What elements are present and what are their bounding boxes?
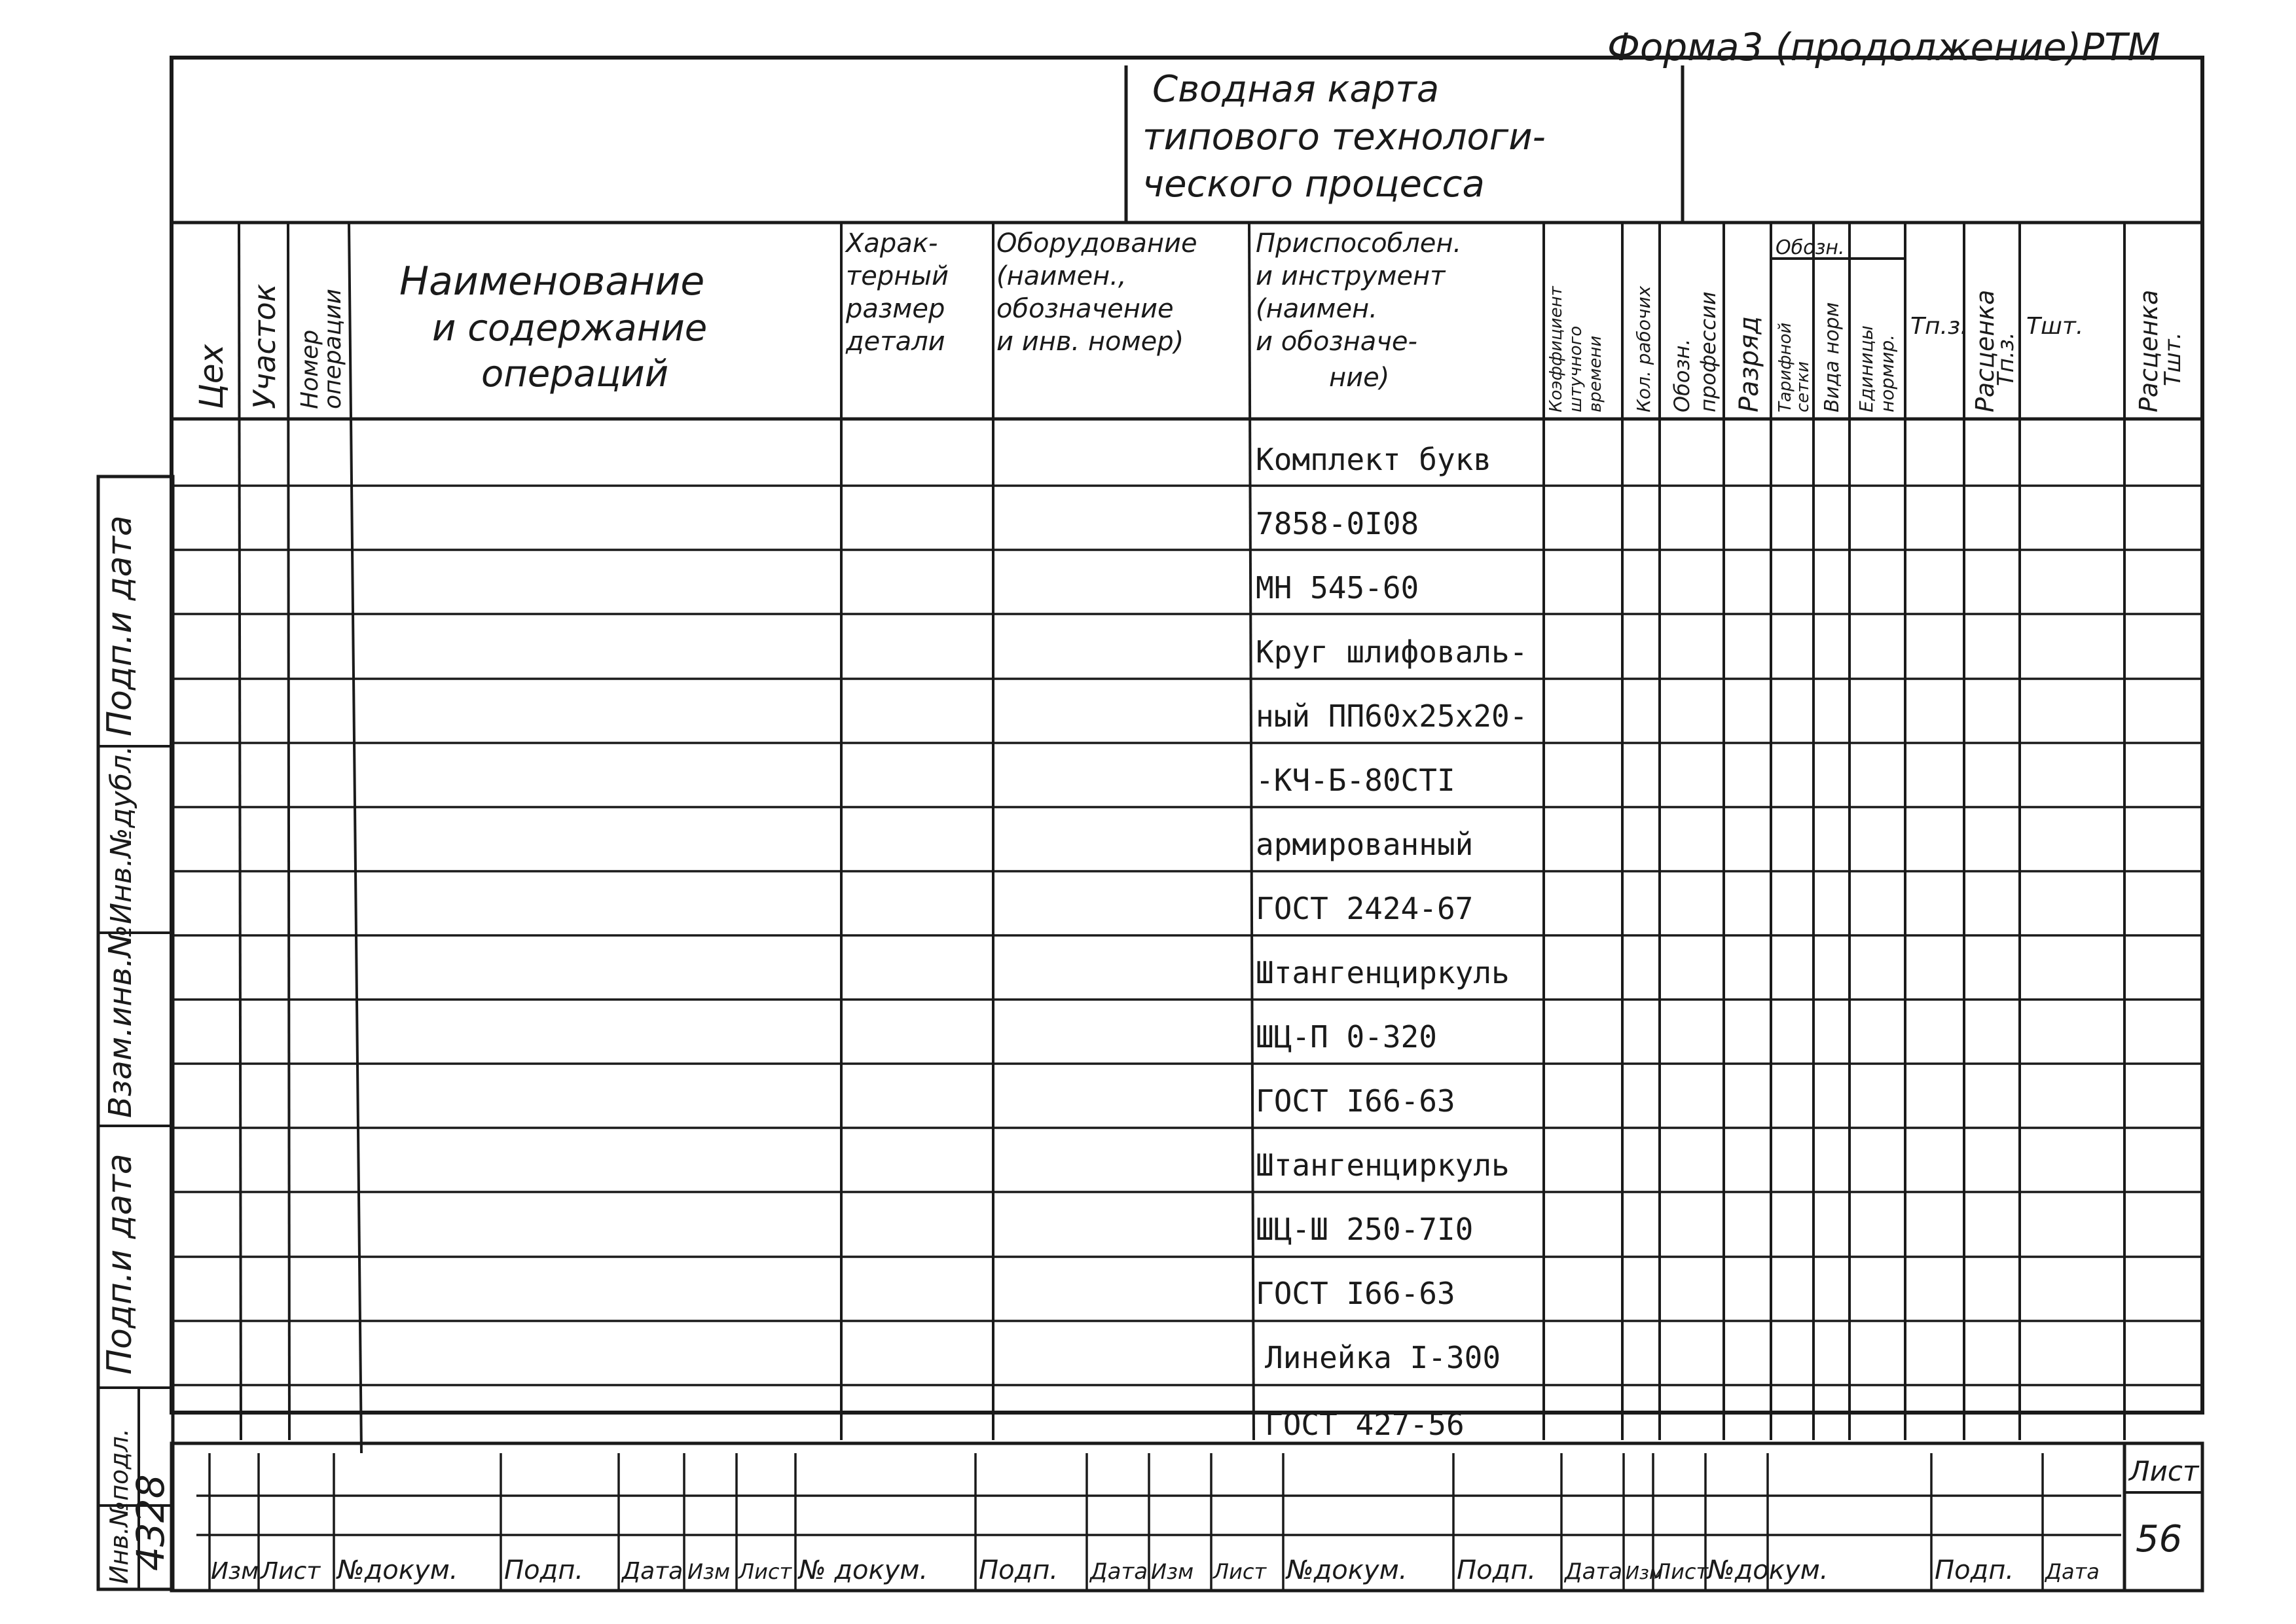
side-stamp-labels [100,515,173,1584]
svg-text:Подп.: Подп. [504,1555,584,1585]
header-razryad: Разряд [1734,316,1764,412]
instrument-row: армированный [1256,827,1474,862]
svg-text:Изм: Изм [1626,1562,1663,1583]
footer-labels [211,1455,2200,1585]
svg-text:и обозначе-: и обозначе- [1256,327,1417,357]
side-inv-number: 4328 [128,1474,173,1571]
row-lines [172,486,2202,1443]
svg-text:времени: времени [1586,335,1605,412]
svg-text:нормир.: нормир. [1876,334,1898,412]
svg-text:типового технологи-: типового технологи- [1142,116,1546,158]
svg-text:Изм: Изм [211,1558,259,1585]
svg-text:(наимен.,: (наимен., [996,261,1127,291]
svg-text:Единицы: Единицы [1855,325,1877,412]
instrument-row: Комплект букв [1256,442,1492,477]
svg-text:детали: детали [846,327,945,357]
form-label: Форма3 (продолжение)РТМ [1607,25,2160,69]
header-tarifnoi-setki [1776,323,1813,412]
svg-text:сетки: сетки [1793,361,1813,412]
header-tseh: Цех [192,344,230,409]
svg-text:Тп.з.: Тп.з. [1993,332,2019,386]
svg-text:и инв. номер): и инв. номер) [996,327,1184,357]
svg-text:Дата: Дата [1565,1559,1623,1585]
column-headers [192,228,2186,412]
side-podp-data-top: Подп.и дата [100,515,139,736]
card-title [1142,68,1546,206]
header-prisposoblenie [1256,228,1461,393]
svg-text:Тарифной: Тарифной [1776,322,1795,412]
svg-text:№докум.: №докум. [1286,1555,1408,1585]
instrument-row: ГОСТ 2424-67 [1256,891,1474,926]
svg-text:Тшт.: Тшт. [2160,332,2186,386]
svg-text:Дата: Дата [1090,1559,1148,1585]
header-oborudovanie [996,228,1197,357]
side-inv-podl: Инв.№подл. [105,1428,134,1584]
instrument-row: ГОСТ I66-63 [1256,1276,1455,1311]
instrument-row: ШЦ-П 0-320 [1256,1019,1437,1055]
side-vzam-inv: Взам.инв.№ [102,924,139,1118]
svg-text:операции: операции [319,289,346,409]
header-kharakternyi-razmer [845,228,949,357]
footer-list-label: Лист [2129,1455,2199,1487]
instrument-row: МН 545-60 [1256,570,1419,605]
header-rastsenka-tsht [2134,290,2186,412]
svg-text:Лист: Лист [738,1559,792,1584]
svg-text:и содержание: и содержание [432,307,708,350]
svg-text:Приспособлен.: Приспособлен. [1256,228,1462,259]
svg-text:ние): ние) [1329,363,1390,393]
instrument-row: -КЧ-Б-80СТI [1256,763,1455,798]
header-uchastok: Участок [247,283,282,409]
svg-text:№докум.: №докум. [337,1555,458,1585]
instrument-row: 7858-0I08 [1256,506,1419,541]
header-nomer-operatsii [297,289,346,409]
side-inv-dubl: Инв.№дубл. [105,745,138,924]
svg-text:Номер: Номер [297,329,323,409]
instrument-column [1256,442,1527,1442]
side-podp-data-bottom: Подп.и дата [100,1153,139,1375]
svg-text:Подп.: Подп. [979,1555,1059,1585]
header-edinitsy-normir [1855,325,1898,412]
svg-text:Сводная карта: Сводная карта [1152,68,1440,111]
instrument-row: Штангенциркуль [1256,955,1510,990]
svg-text:терный: терный [846,261,949,291]
svg-text:Дата: Дата [622,1558,683,1585]
svg-text:Лист: Лист [261,1558,321,1585]
svg-text:Расценка: Расценка [1971,289,1999,412]
instrument-row: Штангенциркуль [1256,1147,1510,1183]
header-tpz: Тп.з. [1910,313,1968,340]
svg-text:обозначение: обозначение [996,294,1174,324]
svg-text:Дата: Дата [2045,1559,2100,1584]
header-oboz-group: Обозн. [1776,236,1845,259]
header-oboz-professii [1669,291,1721,412]
svg-text:штучного: штучного [1566,325,1586,412]
svg-text:Оборудование: Оборудование [996,228,1197,259]
svg-text:№докум.: №докум. [1707,1555,1829,1585]
svg-text:(наимен.: (наимен. [1256,294,1377,324]
svg-text:Лист: Лист [1213,1559,1267,1584]
instrument-row: ГОСТ 427-56 [1265,1407,1465,1442]
header-vida-norm: Вида норм [1821,302,1844,412]
svg-text:операций: операций [481,353,669,395]
header-kol-rabochikh: Кол. рабочих [1633,285,1654,412]
svg-text:Обозн.: Обозн. [1669,338,1694,412]
svg-text:Лист: Лист [1655,1559,1709,1584]
instrument-row: ШЦ-Ш 250-7I0 [1256,1212,1474,1247]
svg-text:Подп.: Подп. [1457,1555,1537,1585]
svg-text:Наименование: Наименование [399,259,705,304]
instrument-row: Круг шлифоваль- [1256,634,1528,670]
svg-text:Изм: Изм [1151,1559,1194,1584]
header-koeff [1546,285,1605,412]
svg-text:Изм: Изм [687,1559,731,1584]
svg-text:№ докум.: № докум. [799,1555,928,1585]
instrument-row: ГОСТ I66-63 [1256,1083,1455,1119]
svg-text:Подп.: Подп. [1935,1555,2014,1585]
svg-text:Харак-: Харак- [846,228,938,259]
instrument-row: ный ПП60х25х20- [1256,698,1528,734]
svg-text:Расценка: Расценка [2134,289,2163,412]
svg-text:профессии: профессии [1696,291,1721,412]
header-naimenovanie [399,259,707,395]
svg-text:размер: размер [846,294,945,324]
header-tsht: Тшт. [2026,313,2084,340]
svg-text:ческого процесса: ческого процесса [1142,163,1485,206]
instrument-row: Линейка I-300 [1265,1340,1501,1375]
footer-list-number: 56 [2136,1518,2183,1561]
svg-text:и инструмент: и инструмент [1256,261,1446,291]
svg-text:Коэффициент: Коэффициент [1546,286,1566,412]
header-rastsenka-tpz [1971,290,2019,412]
